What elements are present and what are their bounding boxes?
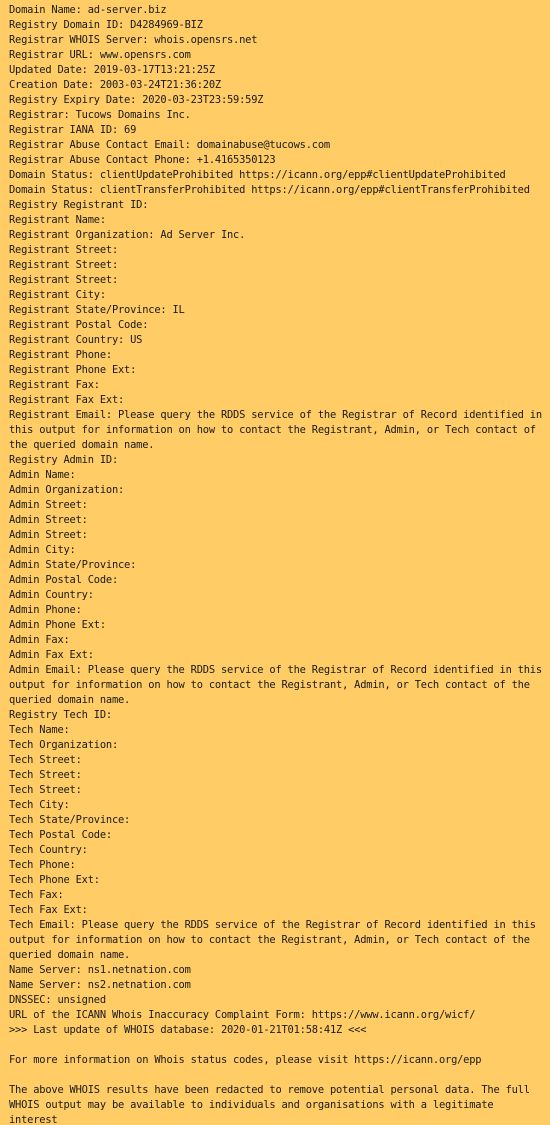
whois-line: Registrant Country: US xyxy=(9,334,143,346)
whois-line: Admin Organization: xyxy=(9,484,125,496)
whois-line: Admin Email: Please query the RDDS service of the Registrar of Record identified in this output for information on how to contact the Registrant, Admin, or Tech contact of the queried domain name. xyxy=(9,664,548,706)
whois-line: DNSSEC: unsigned xyxy=(9,994,106,1006)
whois-line: Tech Organization: xyxy=(9,739,119,751)
whois-line: Tech Fax Ext: xyxy=(9,904,88,916)
whois-line: Registrant Street: xyxy=(9,259,119,271)
whois-line: Admin Street: xyxy=(9,529,88,541)
whois-line: Admin City: xyxy=(9,544,76,556)
whois-line: Admin Name: xyxy=(9,469,76,481)
whois-line: Registrar WHOIS Server: whois.opensrs.net xyxy=(9,34,258,46)
whois-line: Registrar IANA ID: 69 xyxy=(9,124,137,136)
whois-line: Tech Email: Please query the RDDS service of the Registrar of Record identified in this output for information on how to contact the Registrant, Admin, or Tech contact of the queried domain name. xyxy=(9,919,542,961)
whois-line: Registrant Email: Please query the RDDS service of the Registrar of Record identified in this output for information on how to contact the Registrant, Admin, or Tech contact of the queried domain name. xyxy=(9,409,548,451)
whois-line: Registrant Street: xyxy=(9,244,119,256)
whois-line: Registrant Fax Ext: xyxy=(9,394,125,406)
whois-line: Tech Phone Ext: xyxy=(9,874,100,886)
whois-line: Registry Tech ID: xyxy=(9,709,112,721)
whois-line: Tech Postal Code: xyxy=(9,829,112,841)
whois-line: >>> Last update of WHOIS database: 2020-01-21T01:58:41Z <<< xyxy=(9,1024,367,1036)
whois-line: Registrar Abuse Contact Email: domainabuse@tucows.com xyxy=(9,139,330,151)
whois-line: Registrant Name: xyxy=(9,214,106,226)
whois-line: For more information on Whois status codes, please visit https://icann.org/epp xyxy=(9,1054,482,1066)
whois-line: Tech State/Province: xyxy=(9,814,131,826)
whois-line: Admin Fax: xyxy=(9,634,70,646)
blank-line xyxy=(9,1038,544,1053)
whois-line: Creation Date: 2003-03-24T21:36:20Z xyxy=(9,79,221,91)
whois-line: Tech Country: xyxy=(9,844,88,856)
whois-line: Registrar: Tucows Domains Inc. xyxy=(9,109,191,121)
whois-line: Domain Status: clientUpdateProhibited https://icann.org/epp#clientUpdateProhibited xyxy=(9,169,506,181)
whois-line: Admin Phone Ext: xyxy=(9,619,106,631)
whois-line: Updated Date: 2019-03-17T13:21:25Z xyxy=(9,64,215,76)
whois-line: Admin State/Province: xyxy=(9,559,137,571)
whois-line: Registry Domain ID: D4284969-BIZ xyxy=(9,19,203,31)
whois-line: Registrant Street: xyxy=(9,274,119,286)
whois-line: Tech Street: xyxy=(9,769,82,781)
whois-line: Name Server: ns2.netnation.com xyxy=(9,979,191,991)
whois-line: Tech Name: xyxy=(9,724,70,736)
whois-line: Admin Fax Ext: xyxy=(9,649,94,661)
whois-line: Registry Admin ID: xyxy=(9,454,119,466)
whois-line: Registrant Phone Ext: xyxy=(9,364,137,376)
blank-line xyxy=(9,1068,544,1083)
whois-line: Admin Country: xyxy=(9,589,94,601)
whois-line: The above WHOIS results have been redacted to remove potential personal data. The full WHOIS output may be available to individuals and organisations with a legitimate interest xyxy=(9,1084,536,1125)
whois-line: Registry Registrant ID: xyxy=(9,199,149,211)
whois-line: Admin Postal Code: xyxy=(9,574,119,586)
whois-line: Admin Phone: xyxy=(9,604,82,616)
whois-line: Registrar URL: www.opensrs.com xyxy=(9,49,191,61)
whois-line: Tech City: xyxy=(9,799,70,811)
whois-line: Registrant City: xyxy=(9,289,106,301)
whois-line: Name Server: ns1.netnation.com xyxy=(9,964,191,976)
whois-line: Registrant Fax: xyxy=(9,379,100,391)
whois-line: Tech Street: xyxy=(9,784,82,796)
whois-line: Domain Status: clientTransferProhibited https://icann.org/epp#clientTransferProhibited xyxy=(9,184,530,196)
whois-line: Tech Phone: xyxy=(9,859,76,871)
whois-line: Tech Fax: xyxy=(9,889,64,901)
whois-line: Domain Name: ad-server.biz xyxy=(9,4,167,16)
whois-line: Registrant Postal Code: xyxy=(9,319,149,331)
whois-line: Registrant State/Province: IL xyxy=(9,304,185,316)
whois-line: Tech Street: xyxy=(9,754,82,766)
whois-line: Registrar Abuse Contact Phone: +1.4165350123 xyxy=(9,154,276,166)
whois-line: URL of the ICANN Whois Inaccuracy Complaint Form: https://www.icann.org/wicf/ xyxy=(9,1009,476,1021)
whois-line: Admin Street: xyxy=(9,514,88,526)
whois-line: Registry Expiry Date: 2020-03-23T23:59:59Z xyxy=(9,94,264,106)
whois-line: Registrant Organization: Ad Server Inc. xyxy=(9,229,246,241)
whois-line: Admin Street: xyxy=(9,499,88,511)
whois-line: Registrant Phone: xyxy=(9,349,112,361)
